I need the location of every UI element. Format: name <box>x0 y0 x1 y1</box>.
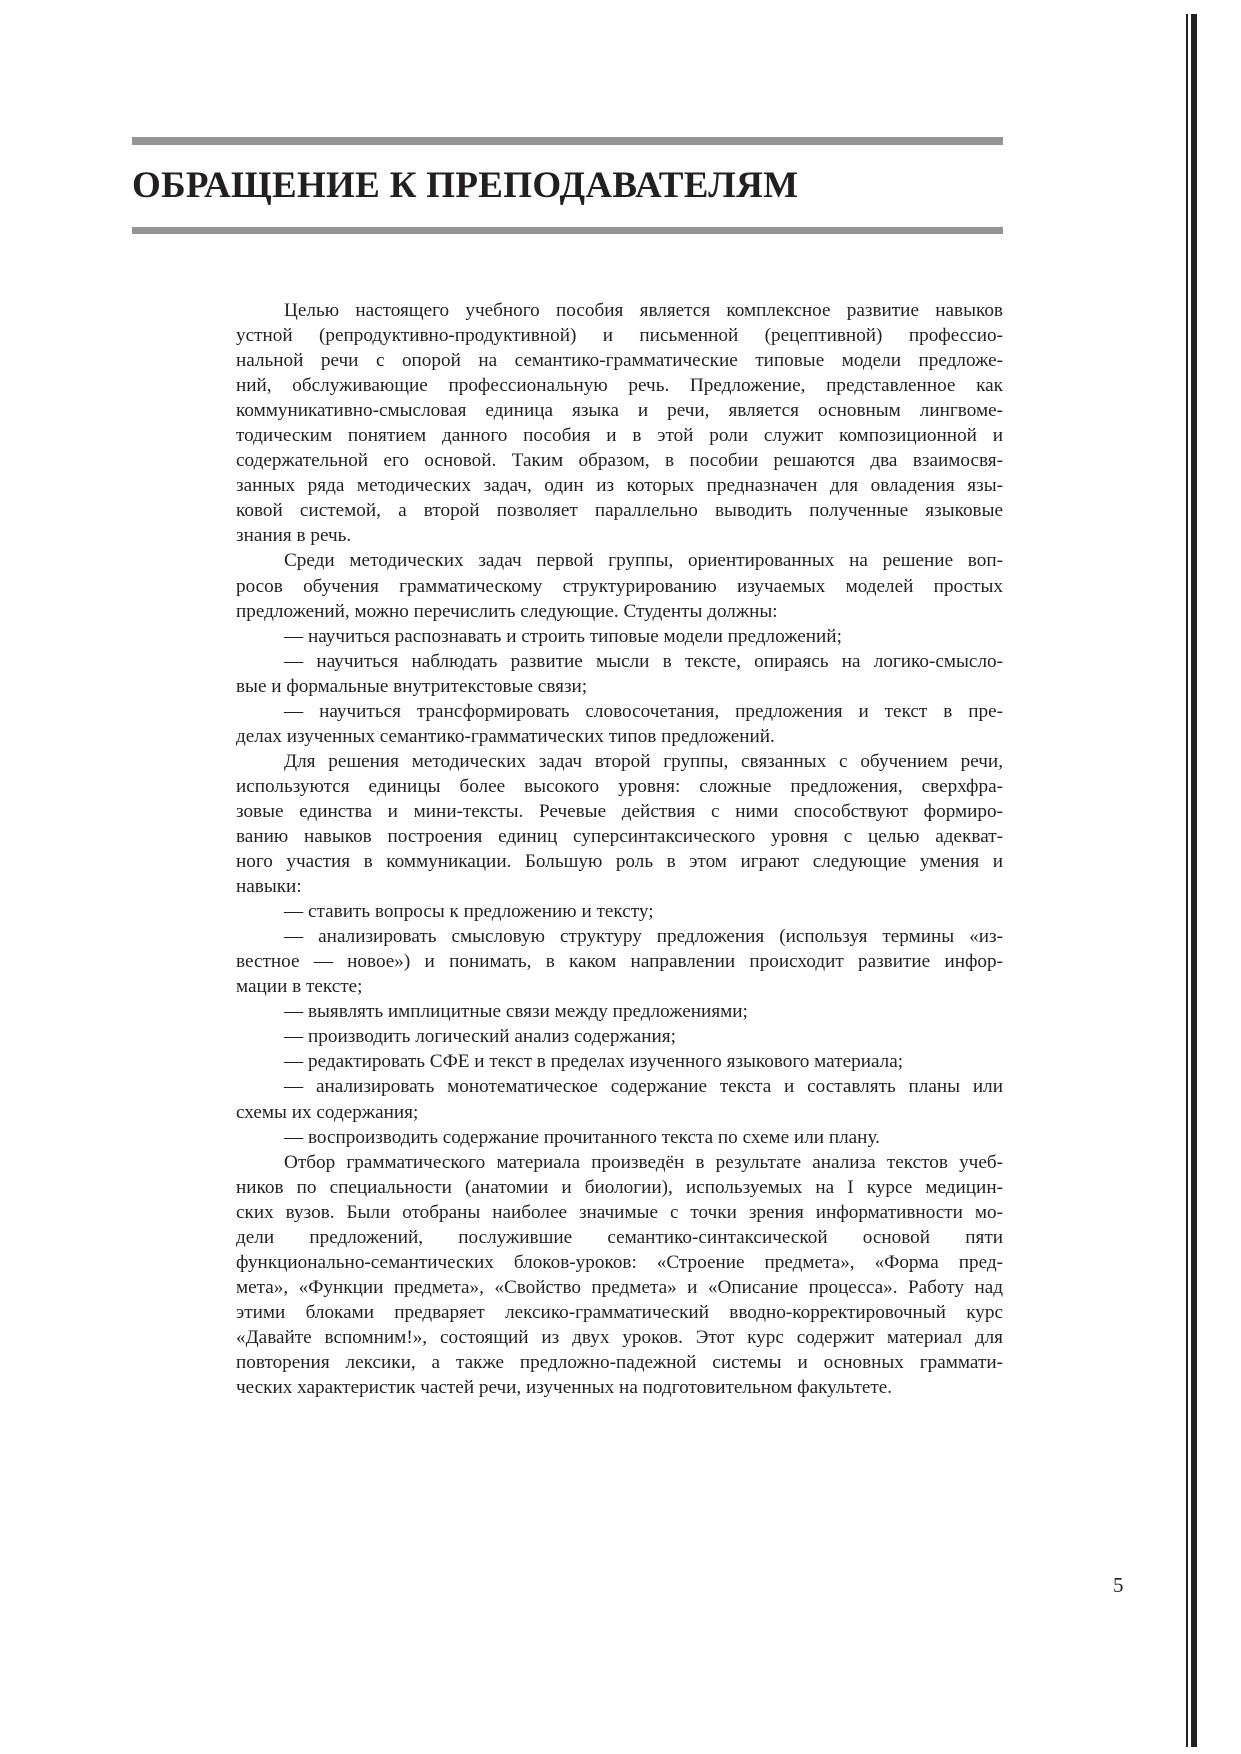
text-line: повторения лексики, а также предложно-падежной системы и основных граммати- <box>236 1351 1003 1373</box>
paragraph <box>236 624 1003 649</box>
text-line: — воспроизводить содержание прочитанного текста по схеме или плану. <box>284 1126 880 1148</box>
paragraph <box>236 548 1003 623</box>
text-line: мации в тексте; <box>236 976 363 998</box>
paragraph <box>236 699 1003 749</box>
paragraph <box>236 298 1003 548</box>
page-edge-thick-line <box>1191 14 1197 1747</box>
paragraph <box>236 1024 1003 1049</box>
text-line: мета», «Функции предмета», «Свойство предмета» и «Описание процесса». Работу над <box>236 1276 1003 1298</box>
text-line: делах изученных семантико-грамматических типов предложений. <box>236 725 775 747</box>
text-line: — научиться распознавать и строить типовые модели предложений; <box>284 625 842 647</box>
text-line: устной (репродуктивно-продуктивной) и письменной (рецептивной) профессио- <box>236 325 1003 347</box>
page-edge-thin-line <box>1186 14 1188 1747</box>
body-text <box>236 298 1003 1400</box>
text-line: — ставить вопросы к предложению и тексту; <box>284 901 654 923</box>
paragraph <box>236 1125 1003 1150</box>
text-line: этими блоками предваряет лексико-грамматический вводно-корректировочный курс <box>236 1301 1003 1323</box>
text-line: — выявлять имплицитные связи между предложениями; <box>284 1001 748 1023</box>
paragraph <box>236 749 1003 899</box>
text-line: функционально-семантических блоков-уроков: «Строение предмета», «Форма пред- <box>236 1251 1003 1273</box>
text-line: предложений, можно перечислить следующие. Студенты должны: <box>236 600 778 622</box>
text-line: ний, обслуживающие профессиональную речь. Предложение, представленное как <box>236 375 1003 397</box>
title-rule-top <box>132 137 1003 145</box>
text-line: тодическим понятием данного пособия и в этой роли служит композиционной и <box>236 425 1003 447</box>
text-line: — научиться трансформировать словосочетания, предложения и текст в пре- <box>284 700 1003 722</box>
text-line: занных ряда методических задач, один из которых предназначен для овладения язы- <box>236 475 1003 497</box>
paragraph <box>236 649 1003 699</box>
paragraph <box>236 924 1003 999</box>
text-line: — анализировать смысловую структуру предложения (используя термины «из- <box>284 926 1003 948</box>
page-number: 5 <box>1113 1573 1124 1597</box>
text-line: Среди методических задач первой группы, ориентированных на решение воп- <box>284 550 1003 572</box>
text-line: ного участия в коммуникации. Большую роль в этом играют следующие умения и <box>236 851 1003 873</box>
text-line: нальной речи с опорой на семантико-грамматические типовые модели предложе- <box>236 350 1003 372</box>
text-line: ковой системой, а второй позволяет параллельно выводить полученные языковые <box>236 500 1003 522</box>
text-line: вые и формальные внутритекстовые связи; <box>236 675 588 697</box>
text-line: — анализировать монотематическое содержание текста и составлять планы или <box>284 1076 1003 1098</box>
text-line: росов обучения грамматическому структурированию изучаемых моделей простых <box>236 575 1003 597</box>
text-line: Для решения методических задач второй группы, связанных с обучением речи, <box>284 750 1003 772</box>
text-line: используются единицы более высокого уровня: сложные предложения, сверхфра- <box>236 775 1003 797</box>
paragraph <box>236 1049 1003 1074</box>
text-line: — редактировать СФЕ и текст в пределах изученного языкового материала; <box>284 1051 904 1073</box>
text-line: — научиться наблюдать развитие мысли в тексте, опираясь на логико-смысло- <box>284 650 1003 672</box>
text-line: навыки: <box>236 876 302 898</box>
title-rule-bottom <box>132 227 1003 234</box>
text-line: «Давайте вспомним!», состоящий из двух уроков. Этот курс содержит материал для <box>236 1326 1003 1348</box>
text-line: знания в речь. <box>236 525 352 547</box>
text-line: ских вузов. Были отобраны наиболее значимые с точки зрения информативности мо- <box>236 1201 1003 1223</box>
text-line: Отбор грамматического материала произведён в результате анализа текстов учеб- <box>284 1151 1003 1173</box>
text-line: зовые единства и мини-тексты. Речевые действия с ними способствуют формиро- <box>236 800 1003 822</box>
paragraph <box>236 1074 1003 1124</box>
text-line: дели предложений, послужившие семантико-синтаксической основой пяти <box>236 1226 1003 1248</box>
text-line: — производить логический анализ содержания; <box>284 1026 676 1048</box>
text-line: ческих характеристик частей речи, изученных на подготовительном факультете. <box>236 1377 893 1399</box>
text-line: ников по специальности (анатомии и биологии), используемых на I курсе медицин- <box>236 1176 1003 1198</box>
paragraph <box>236 1150 1003 1400</box>
text-line: коммуникативно-смысловая единица языка и речи, является основным лингвоме- <box>236 400 1003 422</box>
text-line: Целью настоящего учебного пособия является комплексное развитие навыков <box>284 300 1003 321</box>
text-line: содержательной его основой. Таким образом, в пособии решаются два взаимосвя- <box>236 450 1003 472</box>
text-line: вестное — новое») и понимать, в каком направлении происходит развитие инфор- <box>236 951 1003 973</box>
text-line: ванию навыков построения единиц суперсинтаксического уровня с целью адекват- <box>236 825 1003 847</box>
paragraph <box>236 999 1003 1024</box>
page-title: ОБРАЩЕНИЕ К ПРЕПОДАВАТЕЛЯМ <box>132 165 799 206</box>
paragraph <box>236 899 1003 924</box>
text-line: схемы их содержания; <box>236 1101 419 1123</box>
